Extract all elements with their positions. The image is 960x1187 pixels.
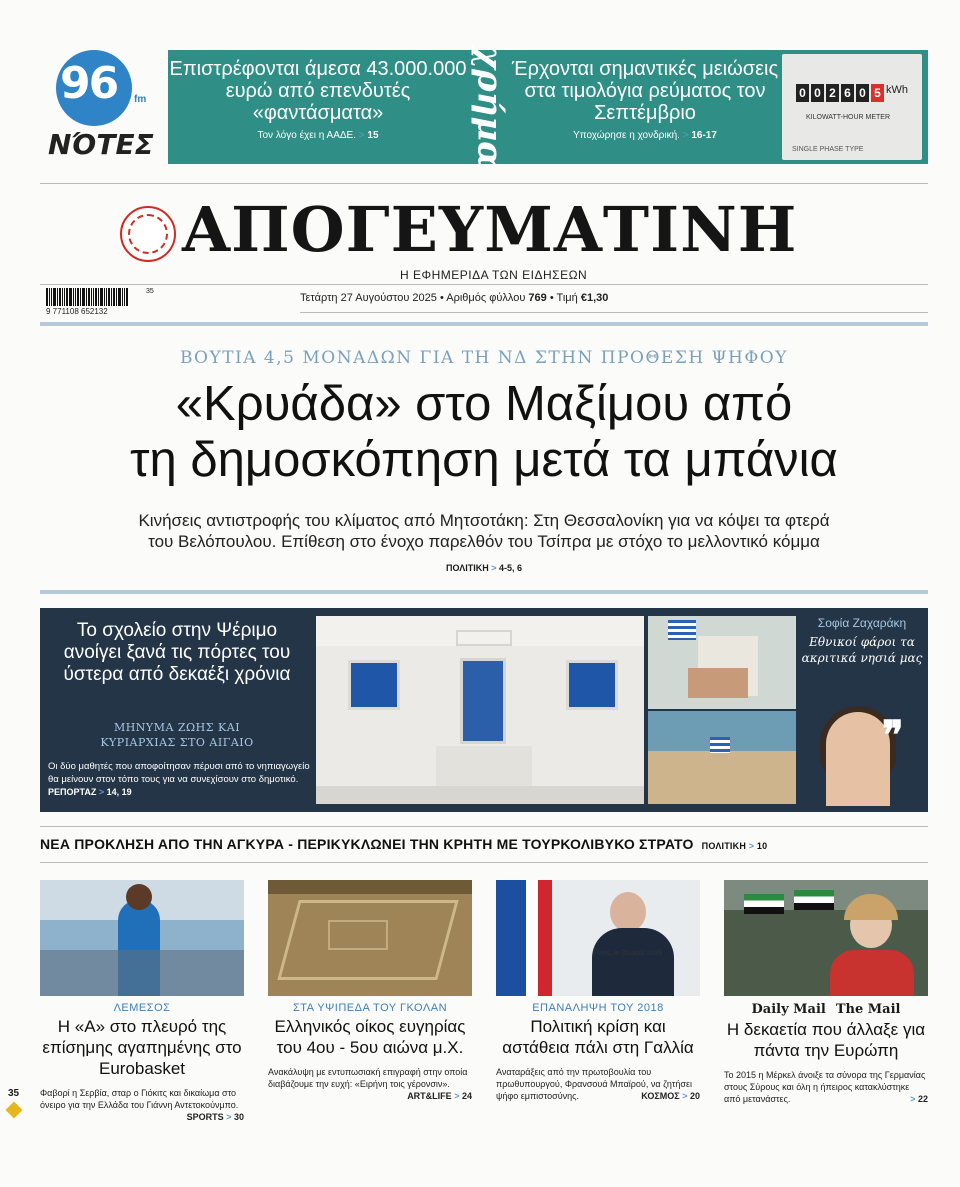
excavation-photo <box>268 880 472 996</box>
section-rule <box>40 322 928 326</box>
meter-unit: kWh <box>886 84 908 96</box>
page-marker-icon <box>6 1102 23 1119</box>
author-face <box>826 712 890 806</box>
story-body: Φαβορί η Σερβία, σταρ ο Γιόκιτς και δικαίωμα στο όνειρο για την Ελλάδα του Γιάννη Αντετοκούνμπο. SPORTS > 30 <box>40 1088 244 1122</box>
feature-title[interactable]: Το σχολείο στην Ψέριμο ανοίγει ξανά τις πόρτες του ύστερα από δεκαέξι χρόνια <box>63 620 291 685</box>
teaser-right[interactable] <box>510 58 780 141</box>
story-kicker: ΛΕΜΕΣΟΣ <box>113 1002 171 1014</box>
meter-label: KILOWATT-HOUR METER <box>806 114 890 121</box>
story-france[interactable] <box>496 880 700 1102</box>
story-europe[interactable] <box>724 880 928 1105</box>
barcode-small-number: 35 <box>146 288 154 295</box>
divider <box>40 183 928 184</box>
merkel-crowd-photo <box>724 880 928 996</box>
opinion-text: Εθνικοί φάροι τα ακριτικά νησιά μας <box>801 635 923 665</box>
divider <box>40 826 928 827</box>
mail-logos: Daily Mail The Mail <box>751 1002 901 1017</box>
feature-kicker: ΜΗΝΥΜΑ ΖΩΗΣ ΚΑΙ ΚΥΡΙΑΡΧΙΑΣ ΣΤΟ ΑΙΓΑΙΟ <box>100 721 254 749</box>
masthead-title[interactable]: ΑΠΟΓΕΥΜΑΤΙΝΗ <box>182 193 798 266</box>
page-number: 35 <box>8 1088 20 1099</box>
teaser-left-source: Τον λόγο έχει η ΑΑΔΕ. > 15 <box>257 130 379 141</box>
teaser-right-text: Έρχονται σημαντικές μειώσεις στα τιμολόγια ρεύματος τον Σεπτέμβριο <box>511 58 779 124</box>
story-body: Αναταράξεις από την πρωτοβουλία του πρωθυπουργού, Φρανσουά Μπαϊρού, να ζητήσει ψήφο εμπιστοσύνης. ΚΟΣΜΟΣ > 20 <box>496 1067 700 1101</box>
issue-date: Τετάρτη 27 Αυγούστου 2025 <box>300 292 437 304</box>
opinion-author: Σοφία Ζαχαράκη <box>817 616 907 630</box>
issue-price: €1,30 <box>580 292 609 304</box>
radio-name: ΝΌΤΕΣ <box>48 128 154 161</box>
radio-suffix: fm <box>134 94 147 105</box>
story-body: Το 2015 η Μέρκελ άνοιξε τα σύνορα της Γερμανίας στους Σύρους και όλη η ήπειρος κατακλύστηκε από μετανάστες. > 22 <box>724 1070 928 1104</box>
lead-page-ref[interactable]: ΠΟΛΙΤΙΚΗ > 4-5, 6 <box>445 563 523 573</box>
meter-digits: 0 0 2 6 0 5 <box>796 84 884 102</box>
radio-number: 96 <box>60 58 118 109</box>
story-kicker: ΣΤΑ ΥΨΙΠΕΔΑ ΤΟΥ ΓΚΟΛΑΝ <box>292 1002 448 1014</box>
story-body: Ανακάλυψη με εντυπωσιακή επιγραφή στην οποία διαβάζουμε την ευχή: «Ειρήνη τοις γέρονσιν». ART&LIFE > 24 <box>268 1067 472 1101</box>
divider <box>300 312 928 313</box>
section-rule <box>40 590 928 594</box>
breaking-strip[interactable]: ΝΕΑ ΠΡΟΚΛΗΣΗ ΑΠΟ ΤΗΝ ΑΓΚΥΡΑ - ΠΕΡΙΚΥΚΛΩΝΕΙ ΤΗΝ ΚΡΗΤΗ ΜΕ ΤΟΥΡΚΟΛΙΒΥΚΟ ΣΤΡΑΤΟ ΠΟΛΙΤΙΚΗ > 10 <box>40 836 768 852</box>
politician-photo <box>496 880 700 996</box>
children-flag-photo <box>648 616 796 709</box>
lead-kicker: ΒΟΥΤΙΑ 4,5 ΜΟΝΑΔΩΝ ΓΙΑ ΤΗ ΝΔ ΣΤΗΝ ΠΡΟΘΕΣΗ ΨΗΦΟΥ <box>180 348 788 368</box>
teaser-right-source: Υποχώρησε η χονδρική. > 16-17 <box>573 130 717 141</box>
teaser-section-label: χρήμα <box>469 46 509 168</box>
radio-96fm-logo <box>48 48 158 172</box>
lead-headline[interactable]: «Κρυάδα» στο Μαξίμου από τη δημοσκόπηση μετά τα μπάνια <box>130 377 838 487</box>
feature-page-ref: ΡΕΠΟΡΤΑΖ > 14, 19 <box>48 787 132 797</box>
issue-line: Τετάρτη 27 Αυγούστου 2025 • Αριθμός φύλλου 769 • Τιμή €1,30 <box>300 292 609 304</box>
barcode-number: 9 771108 652132 <box>46 307 108 316</box>
photo-caption: Paris, le 25 août 2025 <box>594 950 663 957</box>
basketball-photo <box>40 880 244 996</box>
meter-label-2: SINGLE PHASE TYPE <box>792 146 864 153</box>
lead-standfirst: Κινήσεις αντιστροφής του κλίματος από Μητσοτάκη: Στη Θεσσαλονίκη για να κόψει τα φτερά του Βελόπουλου. Επίθεση στο ένοχο παρελθόν του Τσίπρα με στόχο το μελλοντικό κόμμα <box>138 511 830 551</box>
story-headline: Πολιτική κρίση και αστάθεια πάλι στη Γαλλία <box>502 1017 694 1057</box>
school-photo <box>316 616 644 804</box>
story-headline: Η δεκαετία που άλλαξε για πάντα την Ευρώπη <box>726 1020 926 1060</box>
story-kicker: ΕΠΑΝΑΛΗΨΗ ΤΟΥ 2018 <box>532 1002 664 1014</box>
electricity-meter-photo <box>782 54 922 160</box>
masthead-tagline: Η ΕΦΗΜΕΡΙΔΑ ΤΩΝ ΕΙΔΗΣΕΩΝ <box>400 268 588 282</box>
newspaper-emblem-icon <box>120 206 176 262</box>
feature-box <box>40 608 928 812</box>
story-basketball[interactable] <box>40 880 244 1123</box>
story-headline: Η «Α» στο πλευρό της επίσημης αγαπημένης στο Eurobasket <box>42 1017 242 1078</box>
story-archaeology[interactable] <box>268 880 472 1102</box>
children-beach-photo <box>648 711 796 804</box>
divider <box>40 862 928 863</box>
feature-body: Οι δύο μαθητές που αποφοίτησαν πέρυσι από το νηπιαγωγείο θα μείνουν στον τόπο τους για να συνεχίσουν στο δημοτικό. ΡΕΠΟΡΤΑΖ > 14, 19 <box>48 761 310 797</box>
story-headline: Ελληνικός οίκος ευγηρίας του 4ου - 5ου αιώνα μ.Χ. <box>274 1017 466 1057</box>
teaser-left[interactable] <box>168 58 468 141</box>
teaser-band <box>168 46 928 168</box>
divider <box>40 284 928 285</box>
opinion-box[interactable] <box>800 616 924 804</box>
teaser-left-text: Επιστρέφονται άμεσα 43.000.000 ευρώ από επενδυτές «φαντάσματα» <box>169 58 467 124</box>
issue-number: 769 <box>528 292 547 304</box>
quote-icon: ❞ <box>882 712 904 759</box>
